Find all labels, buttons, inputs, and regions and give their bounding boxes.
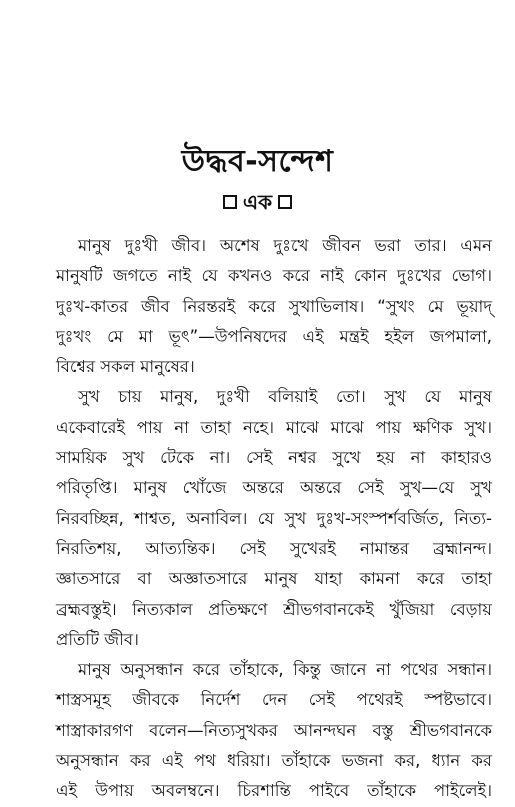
text-line: সুখ চায় মানুষ, দুঃখী বলিয়াই তো। সুখ যে মানুষ <box>78 387 492 407</box>
body-text <box>56 231 492 807</box>
text-line: মানুষ অনুসন্ধান করে তাঁহাকে, কিন্তু জানে না পথের সন্ধান। <box>78 660 492 680</box>
text-line: নিরতিশয়, আত্যন্তিক। সেই সুখেরই নামান্তর ব্রহ্মানন্দ। <box>56 538 492 558</box>
text-line: বিশ্বের সকল মানুষের। <box>56 357 195 377</box>
text-line: পরিতৃপ্তি। মানুষ খোঁজে অন্তরে অন্তরে সেই সুখ—যে সুখ <box>56 478 492 498</box>
page-title: উদ্ধব-সন্দেশ <box>181 144 334 179</box>
chapter-heading <box>0 184 515 220</box>
text-line: মানুষ দুঃখী জীব। অশেষ দুঃখে জীবন ভরা তার। এমন <box>78 236 492 255</box>
text-line: দুঃখ-কাতর জীব নিরন্তরই করে সুখাভিলাষ। “সুখং মে ভূয়াদ্ <box>56 296 492 316</box>
text-line: মানুষটি জগতে নাই যে কখনও করে নাই কোন দুঃখের ভোগ। <box>56 266 492 286</box>
text-line: এই উপায় অবলম্বনে। চিরশান্তি পাইবে তাঁহাকে পাইলেই। <box>56 781 492 801</box>
text-line: সাময়িক সুখ টেকে না। সেই নশ্বর সুখে হয় না কাহারও <box>56 448 492 468</box>
text-line: একেবারেই পায় না তাহা নহে। মাঝে মাঝে পায় ক্ষণিক সুখ। <box>56 417 492 437</box>
text-line: শাস্ত্রসমূহ জীবকে নির্দেশ দেন সেই পথেরই স্পষ্টভাবে। <box>56 690 492 710</box>
text-line: ব্রহ্মবস্তুই। নিত্যকাল প্রতিক্ষণে শ্রীভগবানকেই খুঁজিয়া বেড়ায় <box>56 599 492 619</box>
text-line: প্রতিটি জীব। <box>56 629 139 649</box>
text-line: নিরবচ্ছিন্ন, শাশ্বত, অনাবিল। যে সুখ দুঃখ-সংস্পর্শবর্জিত, নিত্য- <box>56 508 492 528</box>
square-ornament-icon <box>223 195 237 209</box>
square-ornament-icon <box>278 195 292 209</box>
chapter-label: এক <box>242 190 273 214</box>
text-line: শাস্ত্রাকারগণ বলেন—নিত্যসুখকর আনন্দঘন বস্তু শ্রীভগবানকে <box>56 720 492 740</box>
text-line: জ্ঞাতসারে বা অজ্ঞাতসারে মানুষ যাহা কামনা করে তাহা <box>56 569 492 589</box>
text-line: দুঃখং মে মা ভূৎ”—উপনিষদের এই মন্ত্রই হইল জপমালা, <box>56 326 492 346</box>
text-line: অনুসন্ধান কর এই পথ ধরিয়া। তাঁহাকে ভজনা কর, ধ্যান কর <box>56 751 492 771</box>
